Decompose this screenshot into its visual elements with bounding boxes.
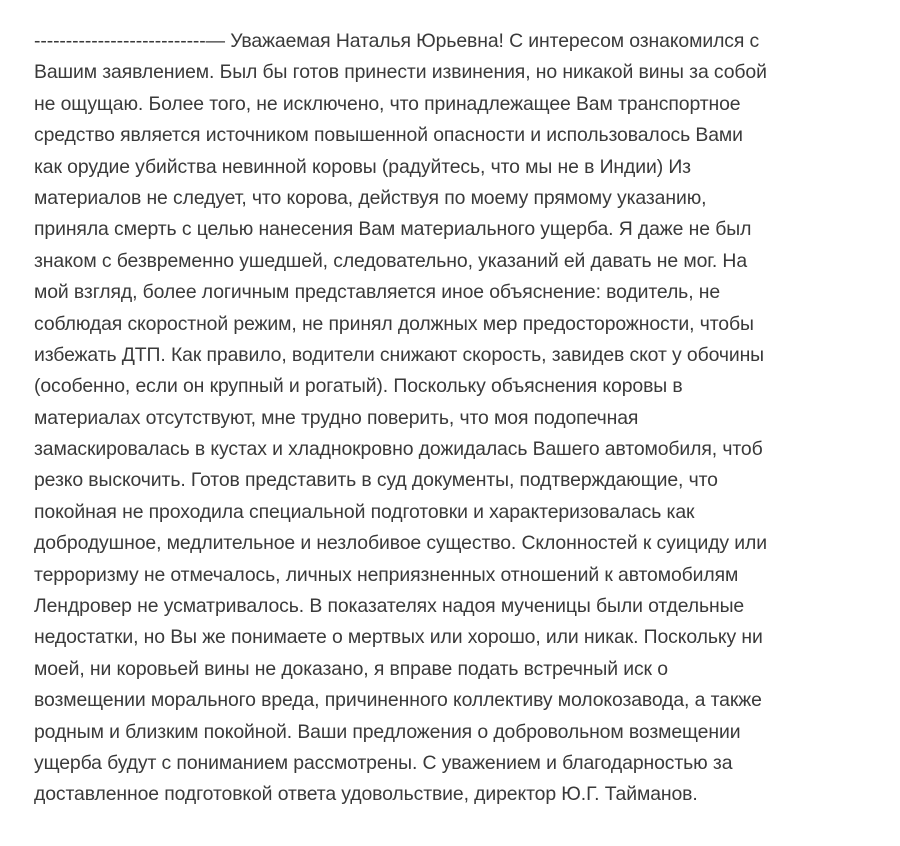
letter-line: доставленное подготовкой ответа удовольствие, директор Ю.Г. Тайманов.: [34, 783, 698, 806]
letter-line: ущерба будут с пониманием рассмотрены. С уважением и благодарностью за: [34, 751, 733, 774]
letter-line: мой взгляд, более логичным представляется иное объяснение: водитель, не: [34, 281, 721, 304]
letter-line: моей, ни коровьей вины не доказано, я вправе подать встречный иск о: [34, 657, 668, 680]
letter-line: замаскировалась в кустах и хладнокровно дожидалась Вашего автомобиля, чтоб: [34, 438, 763, 461]
letter-line: добродушное, медлительное и незлобивое существо. Склонностей к суициду или: [34, 532, 767, 555]
letter-line: материалов не следует, что корова, действуя по моему прямому указанию,: [34, 186, 707, 209]
letter-line: не ощущаю. Более того, не исключено, что принадлежащее Вам транспортное: [34, 92, 741, 115]
letter-line: средство является источником повышенной опасности и использовалось Вами: [34, 124, 743, 147]
letter-line: родным и близким покойной. Ваши предложения о добровольном возмещении: [34, 720, 741, 743]
letter-line: (особенно, если он крупный и рогатый). Поскольку объяснения коровы в: [34, 375, 683, 398]
letter-line: возмещении морального вреда, причиненного коллективу молокозавода, а также: [34, 689, 762, 712]
letter-line: приняла смерть с целью нанесения Вам материального ущерба. Я даже не был: [34, 218, 752, 241]
letter-line: соблюдая скоростной режим, не принял должных мер предосторожности, чтобы: [34, 312, 754, 335]
letter-line: резко выскочить. Готов представить в суд документы, подтверждающие, что: [34, 469, 718, 492]
letter-line: как орудие убийства невинной коровы (радуйтесь, что мы не в Индии) Из: [34, 155, 691, 178]
letter-line: терроризму не отмечалось, личных неприязненных отношений к автомобилям: [34, 563, 739, 586]
letter-line: избежать ДТП. Как правило, водители снижают скорость, завидев скот у обочины: [34, 343, 765, 366]
letter-line: знаком с безвременно ушедшей, следовательно, указаний ей давать не мог. На: [34, 249, 748, 272]
letter-line: ---------------------------— Уважаемая Наталья Юрьевна! С интересом ознакомился с: [34, 30, 760, 52]
letter-line: недостатки, но Вы же понимаете о мертвых или хорошо, или никак. Поскольку ни: [34, 626, 763, 649]
letter-line: покойная не проходила специальной подготовки и характеризовалась как: [34, 500, 695, 523]
letter-line: Вашим заявлением. Был бы готов принести извинения, но никакой вины за собой: [34, 61, 767, 84]
letter-line: Лендровер не усматривалось. В показателях надоя мученицы были отдельные: [34, 595, 745, 618]
letter-text: [34, 26, 874, 811]
letter-line: материалах отсутствуют, мне трудно поверить, что моя подопечная: [34, 406, 639, 429]
